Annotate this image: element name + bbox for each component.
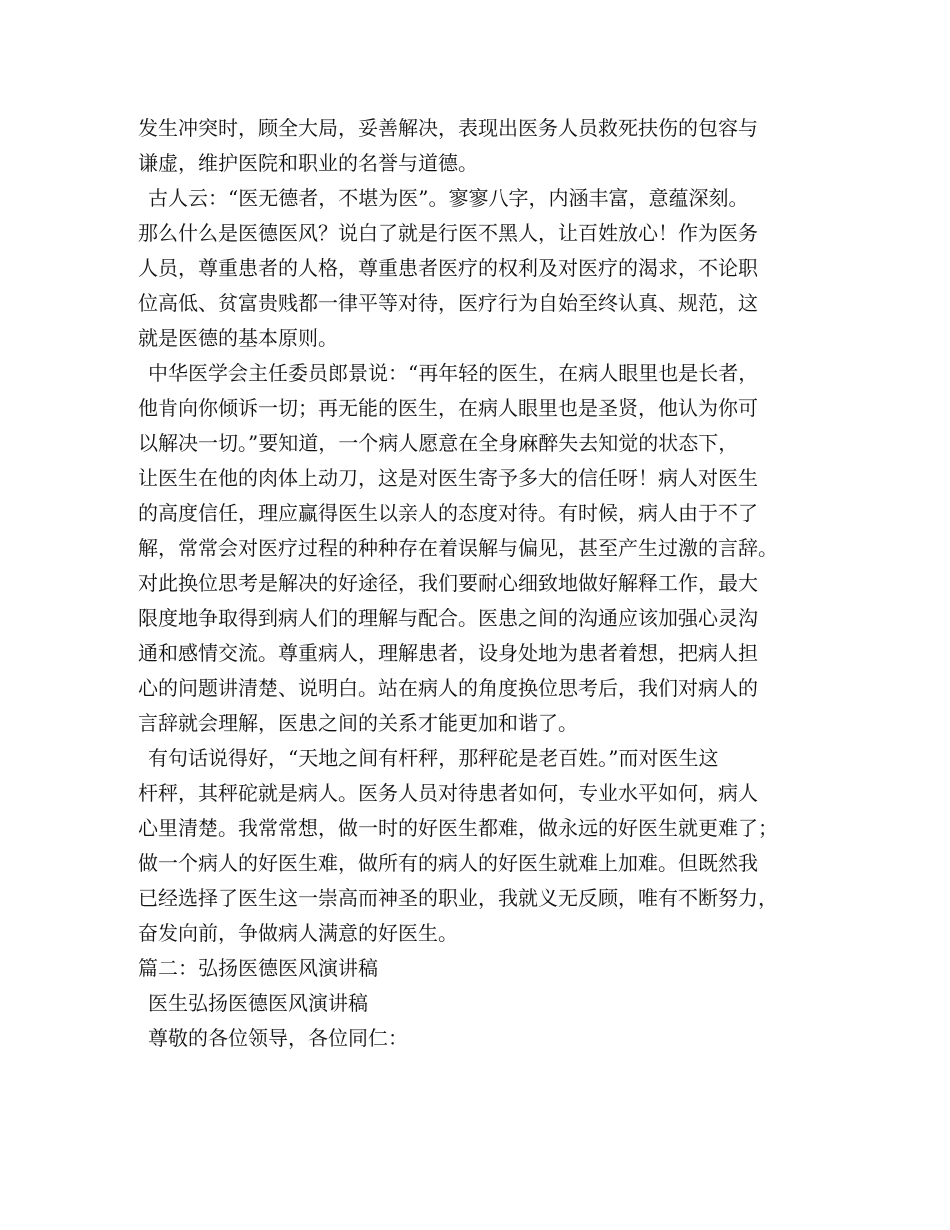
text-line: 解，常常会对医疗过程的种种存在着误解与偏见，甚至产生过激的言辞。 — [138, 536, 778, 560]
text-line: 就是医德的基本原则。 — [138, 326, 338, 350]
text-line: 古人云：“医无德者，不堪为医”。寥寥八字，内涵丰富，意蕴深刻。 — [148, 186, 749, 210]
text-line: 发生冲突时，顾全大局，妥善解决，表现出医务人员救死扶伤的包容与 — [138, 116, 758, 140]
text-line: 杆秤，其秤砣就是病人。医务人员对待患者如何，专业水平如何，病人 — [138, 781, 758, 805]
text-line: 对此换位思考是解决的好途径，我们要耐心细致地做好解释工作，最大 — [138, 571, 758, 595]
text-line: 奋发向前，争做病人满意的好医生。 — [138, 921, 458, 945]
section-heading: 篇二：弘扬医德医风演讲稿 — [138, 956, 378, 980]
speech-title: 医生弘扬医德医风演讲稿 — [148, 991, 368, 1015]
text-line: 人员，尊重患者的人格，尊重患者医疗的权利及对医疗的渴求，不论职 — [138, 256, 758, 280]
text-line: 心的问题讲清楚、说明白。站在病人的角度换位思考后，我们对病人的 — [138, 676, 758, 700]
text-line: 言辞就会理解，医患之间的关系才能更加和谐了。 — [138, 711, 578, 735]
text-line: 的高度信任，理应赢得医生以亲人的态度对待。有时候，病人由于不了 — [138, 501, 758, 525]
text-line: 那么什么是医德医风？说白了就是行医不黑人，让百姓放心！作为医务 — [138, 221, 758, 245]
text-line: 位高低、贫富贵贱都一律平等对待，医疗行为自始至终认真、规范，这 — [138, 291, 758, 315]
text-line: 中华医学会主任委员郎景说：“再年轻的医生，在病人眼里也是长者， — [148, 361, 759, 385]
text-line: 以解决一切。”要知道，一个病人愿意在全身麻醉失去知觉的状态下， — [138, 431, 739, 455]
text-line: 限度地争取得到病人们的理解与配合。医患之间的沟通应该加强心灵沟 — [138, 606, 758, 630]
text-line: 他肯向你倾诉一切；再无能的医生，在病人眼里也是圣贤，他认为你可 — [138, 396, 758, 420]
document-body — [138, 111, 838, 1056]
text-line: 谦虚，维护医院和职业的名誉与道德。 — [138, 151, 478, 175]
text-line: 做一个病人的好医生难，做所有的病人的好医生就难上加难。但既然我 — [138, 851, 758, 875]
text-line: 通和感情交流。尊重病人，理解患者，设身处地为患者着想，把病人担 — [138, 641, 758, 665]
text-line: 已经选择了医生这一崇高而神圣的职业，我就义无反顾，唯有不断努力， — [138, 886, 778, 910]
text-line: 有句话说得好，“天地之间有杆秤，那秤砣是老百姓。”而对医生这 — [148, 746, 719, 770]
text-line: 让医生在他的肉体上动刀，这是对医生寄予多大的信任呀！病人对医生 — [138, 466, 758, 490]
text-line: 心里清楚。我常常想，做一时的好医生都难，做永远的好医生就更难了； — [138, 816, 778, 840]
salutation: 尊敬的各位领导，各位同仁： — [148, 1026, 408, 1050]
